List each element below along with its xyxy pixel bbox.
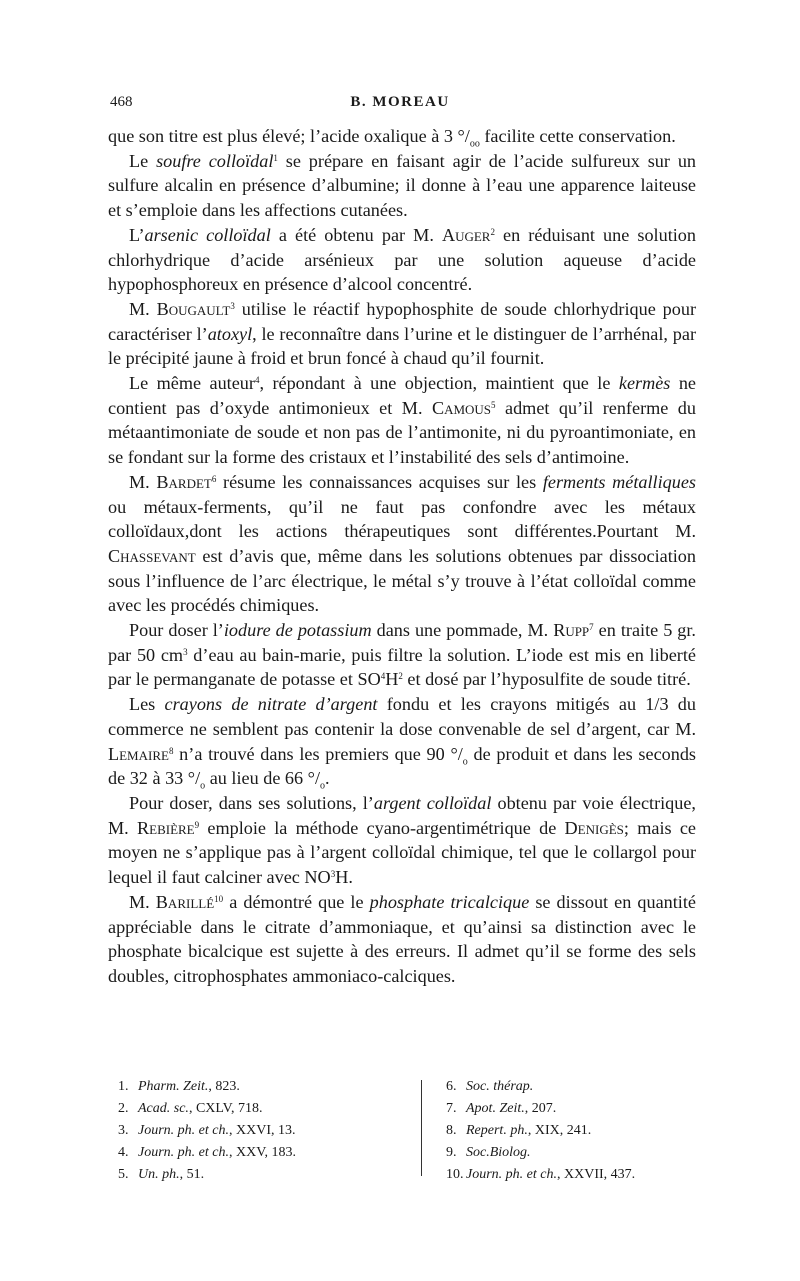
footnote-number: 6. xyxy=(446,1079,457,1094)
footnote-number: 4. xyxy=(118,1145,129,1160)
footnote-text: Journ. ph. et ch., XXVII, 437. xyxy=(466,1167,636,1182)
footnote-number: 2. xyxy=(118,1101,129,1116)
paragraph: M. Bougault$^3$ utilise le réactif hypophosphite de soude chlorhydrique pour caractériser l’atoxyl, le reconnaître dans l’urine et le distinguer de l’arrhénal, par le précipité jaune à froid et brun foncé à chaud qu’il fournit. xyxy=(108,298,697,369)
footnote-text: Soc. thérap. xyxy=(466,1079,534,1094)
paragraph: M. Barillé$^{10}$ a démontré que le phosphate tricalcique se dissout en quantité appréciable dans le citrate d’ammoniaque, et qu’ainsi sa distinction avec le phosphate bicalcique est sujette à des erreurs. Il admet qu’il se forme des sels doubles, citrophosphates ammoniaco-calciques. xyxy=(108,891,696,986)
footnotes-right-column xyxy=(446,1076,746,1186)
paragraph: Le soufre colloïdal$^1$ se prépare en faisant agir de l’acide sulfureux sur un sulfure alcalin en présence d’albumine; il donne à l’eau une apparence laiteuse et s’emploie dans les affections cutanées. xyxy=(108,150,697,221)
paragraph: Les crayons de nitrate d’argent fondu et les crayons mitigés au 1/3 du commerce ne semblent pas contenir la dose convenable de sel d’argent, car M. Lemaire$^8$ n’a trouvé dans les premiers que 90 $^\circ/_o$ de produit et dans les seconds de 32 à 33 $^\circ/_o$ au lieu de 66 $^\circ/_o$. xyxy=(108,694,696,792)
body-text xyxy=(108,124,696,989)
footnote-text: Repert. ph., XIX, 241. xyxy=(466,1123,592,1138)
footnote xyxy=(446,1142,746,1164)
footnote-number: 9. xyxy=(446,1145,457,1160)
footnote-number: 8. xyxy=(446,1123,457,1138)
footnote-text: Journ. ph. et ch., XXVI, 13. xyxy=(138,1123,296,1138)
footnote xyxy=(446,1164,746,1186)
footnote-number: 7. xyxy=(446,1101,457,1116)
footnotes-left-column xyxy=(118,1076,408,1186)
footnote xyxy=(118,1098,408,1120)
page-header xyxy=(0,94,800,118)
paragraph: que son titre est plus élevé; l’acide oxalique à 3 $^\circ/_{oo}$ facilite cette conservation. xyxy=(108,126,676,150)
paragraph: Pour doser, dans ses solutions, l’argent colloïdal obtenu par voie électrique, M. Rebière$^9$ emploie la méthode cyano-argentimétrique de Denigès; mais ce moyen ne s’applique pas à l’argent colloïdal chimique, tel que le collargol pour lequel il faut calciner avec $NO^3H$. xyxy=(108,792,696,888)
footnote-divider xyxy=(421,1080,422,1176)
paragraph: M. Bardet$^6$ résume les connaissances acquises sur les ferments métalliques ou métaux-ferments, qu’il ne faut pas confondre avec les métaux colloïdaux,dont les actions thérapeutiques sont différentes.Pourtant M. Chassevant est d’avis que, même dans les solutions obtenues par dissociation sous l’influence de l’arc électrique, le métal s’y trouve à l’état colloïdal comme avec les procédés chimiques. xyxy=(108,471,696,616)
running-head: B. MOREAU xyxy=(350,94,450,110)
paragraph: L’arsenic colloïdal a été obtenu par M. Auger$^2$ en réduisant une solution chlorhydrique d’acide arsénieux par une solution aqueuse d’acide hypophosphoreux en présence d’alcool concentré. xyxy=(108,224,696,295)
footnote xyxy=(446,1076,746,1098)
footnote-number: 5. xyxy=(118,1167,129,1182)
footnote-text: Apot. Zeit., 207. xyxy=(466,1101,557,1116)
footnote xyxy=(118,1120,408,1142)
footnote xyxy=(118,1164,408,1186)
paragraph: Le même auteur$^4$, répondant à une objection, maintient que le kermès ne contient pas d’oxyde antimonieux et M. Camous$^5$ admet qu’il renferme du métaantimoniate de soude et non pas de l’antimonite, ni du pyroantimoniate, en se fondant sur la forme des cristaux et l’instabilité des sels d’antimoine. xyxy=(108,373,696,468)
footnote xyxy=(446,1120,746,1142)
footnote-number: 10. xyxy=(446,1167,464,1182)
footnote-text: Acad. sc., CXLV, 718. xyxy=(138,1101,263,1116)
paragraph: Pour doser l’iodure de potassium dans une pommade, M. Rupp$^7$ en traite 5 gr. par 50 $cm^3$ d’eau au bain-marie, puis filtre la solution. L’iode est mis en liberté par le permanganate de potasse et $SO^4H^2$ et dosé par l’hyposulfite de soude titré. xyxy=(108,620,696,690)
footnote xyxy=(118,1142,408,1164)
footnote-number: 3. xyxy=(118,1123,129,1138)
footnote-text: Un. ph., 51. xyxy=(138,1167,205,1182)
footnote xyxy=(446,1098,746,1120)
footnote-number: 1. xyxy=(118,1079,129,1094)
footnote-text: Soc.Biolog. xyxy=(466,1145,531,1160)
footnote-text: Journ. ph. et ch., XXV, 183. xyxy=(138,1145,297,1160)
footnotes xyxy=(118,1076,678,1182)
page-number: 468 xyxy=(110,94,133,110)
footnote-text: Pharm. Zeit., 823. xyxy=(138,1079,240,1094)
footnote xyxy=(118,1076,408,1098)
